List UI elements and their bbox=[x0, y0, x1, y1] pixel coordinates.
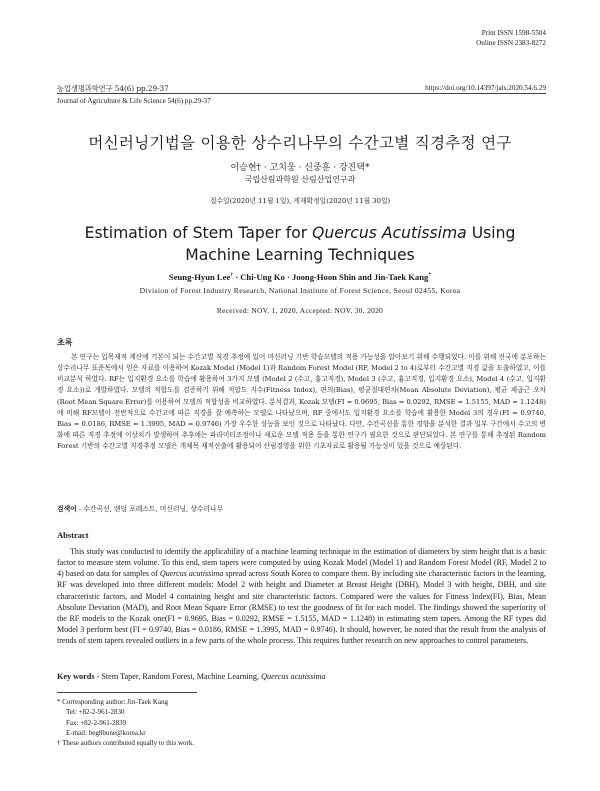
doi-link[interactable]: https://doi.org/10.14397/jals.2020.54.6.29 bbox=[425, 84, 546, 92]
footnote-divider bbox=[57, 692, 197, 693]
issn-print: Print ISSN 1598-5504 bbox=[481, 29, 546, 37]
title-species: Quercus Acutissima bbox=[312, 224, 467, 242]
header-divider bbox=[57, 93, 546, 94]
issn-block bbox=[346, 28, 546, 48]
title-english-line2: Machine Learning Techniques bbox=[185, 246, 415, 264]
footnote-fax: Fax: +82-2-961-2839 bbox=[66, 718, 127, 727]
dates-english: Received: NOV. 1, 2020, Accepted: NOV. 30, 2020 bbox=[216, 306, 384, 315]
dates-korean: 접수일(2020년 11월 1일), 게재확정일(2020년 11월 30일) bbox=[209, 197, 391, 205]
abstract-english: This study was conducted to identify the applicability of a machine learning technique in the estimation of diameters by stem height that is a basic factor to measure stem volume. To this end, stem tapers were computed by using Kozak Model (Model 1) and Random Forest Model (RF, Model 2 to 4) based on data for samples of Quercus acutissima spread across South Korea to compare them. By including site characteristic factors in the learning, RF was developed into three different models: Model 2 with height and Diameter at Breast Height (DBH), Model 3 with height, DBH, and site characteristic factors, and Model 4 containing height and site characteristic factors. Compared were the values for Fitness Index(FI), Bias, Mean Absolute Deviation (MAD), and Root Mean Square Error (RMSE) to test the goodness of fit for each model. The findings showed the superiority of the RF models to the Kozak one(FI = 0.9695, Bias = 0.0292, RMSE = 1.5155, MAD = 1.1248) in estimating stem tapers. Among the RF types did Model 3 perform best (FI = 0.9740, Bias = 0.0186, RMSE = 1.3995, MAD = 0.9746). It should, however, be noted that the result from the analysis of trends of stem tapers revealed outliers in a few parts of the whole process. This requires further research on new approaches to control parameters. bbox=[57, 547, 546, 646]
abstract-heading-english: Abstract bbox=[57, 530, 89, 540]
title-english-line1: Estimation of Stem Taper for Quercus Acutissima Using bbox=[84, 224, 516, 242]
keywords-label-korean: 검색어 bbox=[57, 505, 77, 513]
abstract-heading-korean: 초록 bbox=[57, 337, 73, 347]
footnote-tel: Tel: +82-2-961-2830 bbox=[66, 708, 125, 717]
issn-online: Online ISSN 2383-8272 bbox=[476, 39, 546, 47]
footnote-equal-contribution: † These authors contributed equally to this work. bbox=[57, 739, 195, 748]
authors-english: Seung-Hyun Lee† · Chi-Ung Ko · Joong-Hoon Shin and Jin-Taek Kang* bbox=[168, 272, 432, 282]
footnote-email[interactable]: E-mail: beg8bune@korea.kr bbox=[66, 728, 146, 737]
keywords-english: Key words - Stem Taper, Random Forest, Machine Learning, Quercus acutissima bbox=[57, 672, 326, 681]
paper-title-english bbox=[0, 222, 600, 266]
paper-title-korean: 머신러닝기법을 이용한 상수리나무의 수간고별 직경추정 연구 bbox=[88, 134, 512, 152]
affiliation-korean: 국립산림과학원 산림산업연구과 bbox=[244, 175, 356, 184]
footnote-corresponding: * Corresponding author: Jin-Taek Kang bbox=[57, 698, 169, 706]
abstract-korean: 본 연구는 입목재적 계산에 기본이 되는 수간고별 직경 추정에 있어 머신러닝 기반 학습모델의 적용 가능성을 알아보기 위해 수행되었다. 이를 위해 전국에 분포하는 상수리나무 표준목에서 얻은 자료를 이용하여 Kozak Model (Model 1)과 Random Forest Model (RF, Model 2 to 4)로부터 수간고별 직경 값을 도출하였고, 이를 비교분석 하였다. RF는 입지환경 요소를 학습에 활용하여 3가지 모델 (Model 2 (수고, 흉고직경), Model 3 (수고, 흉고직경, 입지환경 요소), Model 4 (수고, 입지환경 요소))로 개발하였다. 모델의 적합도를 검증하기 위해 적합도 지수(Fitness Index), 편의(Bias), 평균절대편차(Mean Absolute Deviation), 평균 제곱근 오차(Root Mean Square Error)를 이용하여 모델의 적합성을 비교하였다. 분석결과, Kozak 모델(FI = 0.9695, Bias = 0.0292, RMSE = 1.5155, MAD = 1.1248) 에 비해 RF모델이 전반적으로 수간고에 따른 직경을 잘 예측하는 모델로 나타났으며, RF 중에서도 입지환경 요소를 학습에 활용한 Model 3의 경우(FI = 0.9740, Bias = 0.0186, RMSE = 1.3995, MAD = 0.9746) 가장 우수한 성능을 보인 것으로 나타났다. 다만, 수간곡선을 통한 경향을 분석한 결과 일부 구간에서 수고의 변화에 따른 직경 추정에 이상치가 발생하여 추후에는 파라미터조정이나 새로운 모델 적용 등을 통한 연구가 필요한 것으로 판단되었다. 본 연구를 통해 추정된 Random Forest 기반의 수간고별 직경추정 모델은 개체목 재적산출에 활용되어 산림경영을 위한 기초자료로 활용될 가능성이 있을 것으로 예상된다. bbox=[57, 353, 546, 451]
keywords-korean: 검색어 - 수간곡선, 랜덤 포레스트, 머신러닝, 상수리나무 bbox=[57, 505, 224, 513]
footnotes bbox=[57, 697, 194, 748]
authors-korean: 이승현† · 고치웅 · 신중훈 · 강진택* bbox=[230, 163, 370, 173]
journal-citation-korean: 농업생명과학연구 54(6) pp.29-37 bbox=[57, 84, 169, 93]
affiliation-english: Division of Forest Industry Research, National Institute of Forest Science, Seoul 02455, Korea bbox=[139, 286, 461, 295]
journal-citation-english: Journal of Agriculture & Life Science 54(6) pp.29-37 bbox=[57, 97, 211, 105]
keywords-label-english: Key words bbox=[57, 672, 95, 681]
